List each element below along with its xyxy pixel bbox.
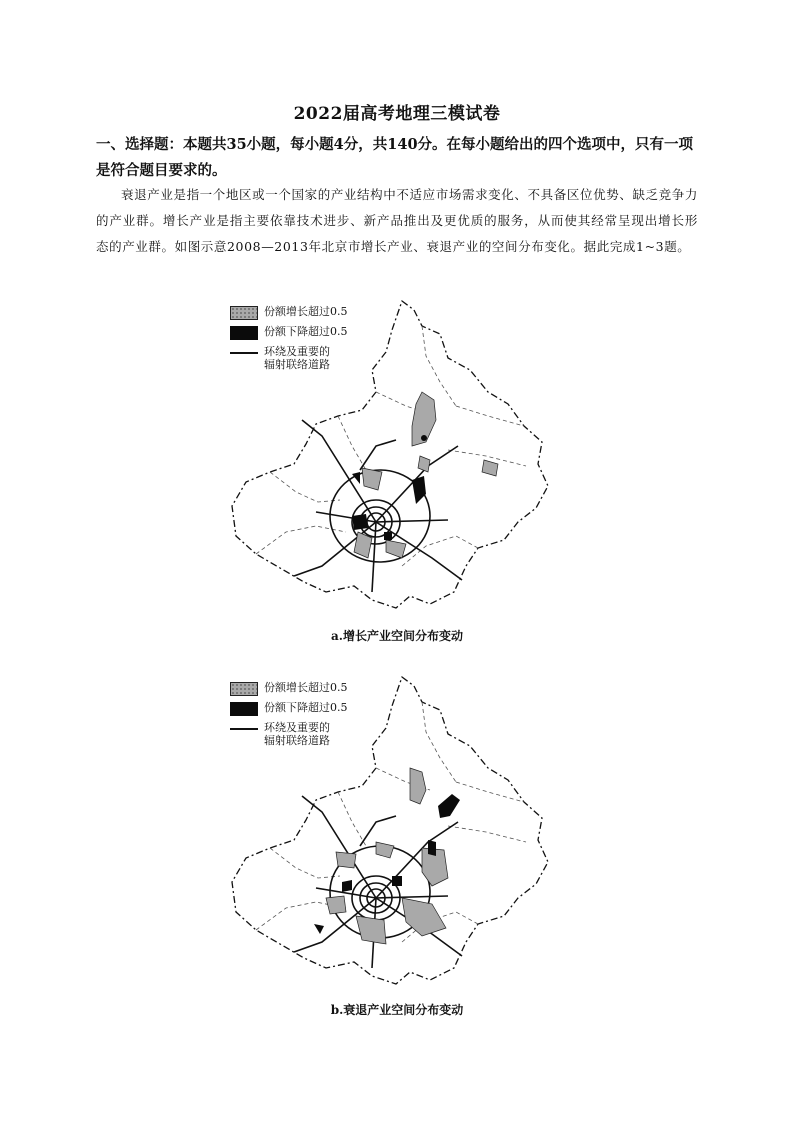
legend-label-roads-1: 环绕及重要的 — [264, 345, 330, 358]
decrease-area — [392, 876, 402, 886]
beijing-map-b — [226, 672, 566, 992]
swatch-decrease — [230, 702, 258, 716]
decrease-area — [428, 840, 436, 856]
legend-label-roads-2: 辐射联络道路 — [264, 358, 330, 371]
increase-area — [336, 852, 356, 868]
legend-label-decrease: 份额下降超过0.5 — [264, 325, 348, 338]
page-title: 2022届高考地理三模试卷 — [293, 104, 501, 124]
increase-area — [356, 916, 386, 944]
decrease-area — [412, 476, 426, 504]
increase-area — [326, 896, 346, 914]
caption-a: a.增长产业空间分布变动 — [331, 629, 463, 643]
legend-label-decrease: 份额下降超过0.5 — [264, 701, 348, 714]
decrease-area — [384, 532, 392, 540]
decrease-area — [421, 435, 427, 441]
increase-area — [362, 468, 382, 490]
legend-label-increase: 份额增长超过0.5 — [264, 681, 348, 694]
increase-area — [482, 460, 498, 476]
decrease-area — [352, 472, 360, 484]
map-growth-industries — [226, 296, 566, 616]
decrease-area — [342, 880, 352, 892]
swatch-decrease — [230, 326, 258, 340]
passage-text: 衰退产业是指一个地区或一个国家的产业结构中不适应市场需求变化、不具备区位优势、缺乏竞争力的产业群。增长产业是指主要依靠技术进步、新产品推出及更优质的服务，从而使其经常呈现出增长形态的产业群。如图示意2008—2013年北京市增长产业、衰退产业的空间分布变化。据此完成1~3题。 — [96, 187, 698, 254]
section-heading: 一、选择题：本题共35小题，每小题4分，共140分。在每小题给出的四个选项中，只有一项是符合题目要求的。 — [96, 136, 694, 179]
swatch-road — [230, 728, 258, 730]
beijing-map-a — [226, 296, 566, 616]
legend-label-roads-1: 环绕及重要的 — [264, 721, 330, 734]
legend-label-increase: 份额增长超过0.5 — [264, 305, 348, 318]
caption-b: b.衰退产业空间分布变动 — [330, 1003, 464, 1017]
decrease-area — [314, 924, 324, 934]
swatch-road — [230, 352, 258, 354]
map-declining-industries — [226, 672, 566, 992]
increase-area — [418, 456, 430, 472]
decrease-area — [352, 514, 368, 530]
swatch-increase — [230, 682, 258, 696]
legend-label-roads-2: 辐射联络道路 — [264, 734, 330, 747]
increase-area — [410, 768, 426, 804]
swatch-increase — [230, 306, 258, 320]
increase-area — [386, 540, 406, 558]
decrease-area — [438, 794, 460, 818]
increase-area — [376, 842, 394, 858]
